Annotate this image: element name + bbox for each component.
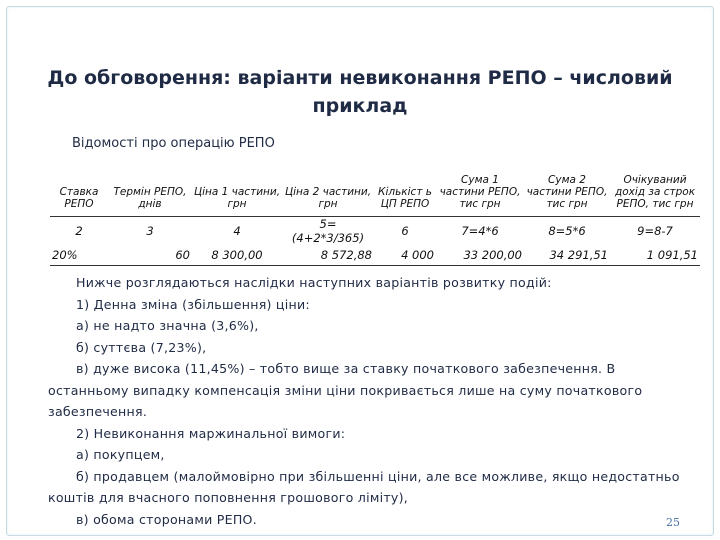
index-cell: 9=8-7 xyxy=(637,224,673,238)
header-cell: Кількіст ь ЦП РЕПО xyxy=(374,158,436,217)
header-cell: Сума 2 частини РЕПО, тис грн xyxy=(524,158,610,217)
body-line: Нижче розглядаються наслідки наступних варіантів розвитку подій: xyxy=(76,275,552,290)
value-cell: 1 091,51 xyxy=(610,245,700,266)
header-cell: Очікуваний дохід за строк РЕПО, тис грн xyxy=(610,158,700,217)
index-cell: 6 xyxy=(401,224,409,238)
value-cell: 8 300,00 xyxy=(192,245,282,266)
body-line: 1) Денна зміна (збільшення) ціни: xyxy=(76,296,310,312)
header-cell: Сума 1 частини РЕПО, тис грн xyxy=(436,158,524,217)
body-line: в) дуже висока (11,45%) – тобто вище за ставку початкового забезпечення. В останньому випадку компенсація зміни ціни покривається лише на суму початкового забезпечення. xyxy=(48,361,643,419)
table-value-row xyxy=(50,245,700,266)
body-line: б) суттєва (7,23%), xyxy=(76,339,207,355)
index-cell: 4 xyxy=(233,224,241,238)
value-cell: 33 200,00 xyxy=(436,245,524,266)
value-cell: 8 572,88 xyxy=(282,245,374,266)
body-line: в) обома сторонами РЕПО. xyxy=(76,511,257,527)
header-cell: Ставка РЕПО xyxy=(50,158,108,217)
slide-title: До обговорення: варіанти невиконання РЕПО – числовий приклад xyxy=(47,67,673,117)
repo-table xyxy=(50,158,700,266)
index-cell: 2 xyxy=(75,224,83,238)
table-index-row xyxy=(50,217,700,246)
header-cell: Ціна 1 частини, грн xyxy=(192,158,282,217)
header-cell: Термін РЕПО, днів xyxy=(108,158,192,217)
body-line: 2) Невиконання маржинальної вимоги: xyxy=(76,425,346,441)
table-header-row xyxy=(50,158,700,217)
page-number: 25 xyxy=(666,516,680,529)
value-cell: 60 xyxy=(108,245,192,266)
body-text xyxy=(48,272,698,530)
value-cell: 4 000 xyxy=(374,245,436,266)
body-line: а) покупцем, xyxy=(76,447,165,462)
index-cell: 8=5*6 xyxy=(548,224,586,238)
value-cell: 34 291,51 xyxy=(524,245,610,266)
index-cell: 3 xyxy=(146,224,154,238)
index-cell: 5=(4+2*3/365) xyxy=(291,217,365,245)
body-line: б) продавцем (малоймовірно при збільшенні ціни, але все можливе, якщо недостатньо коштів для вчасного поповнення грошового ліміту), xyxy=(48,468,680,505)
body-line: а) не надто значна (3,6%), xyxy=(76,318,259,333)
header-cell: Ціна 2 частини, грн xyxy=(282,158,374,217)
value-cell: 20% xyxy=(50,245,108,266)
intro-text: Відомості про операцію РЕПО xyxy=(72,136,275,151)
index-cell: 7=4*6 xyxy=(461,224,499,238)
